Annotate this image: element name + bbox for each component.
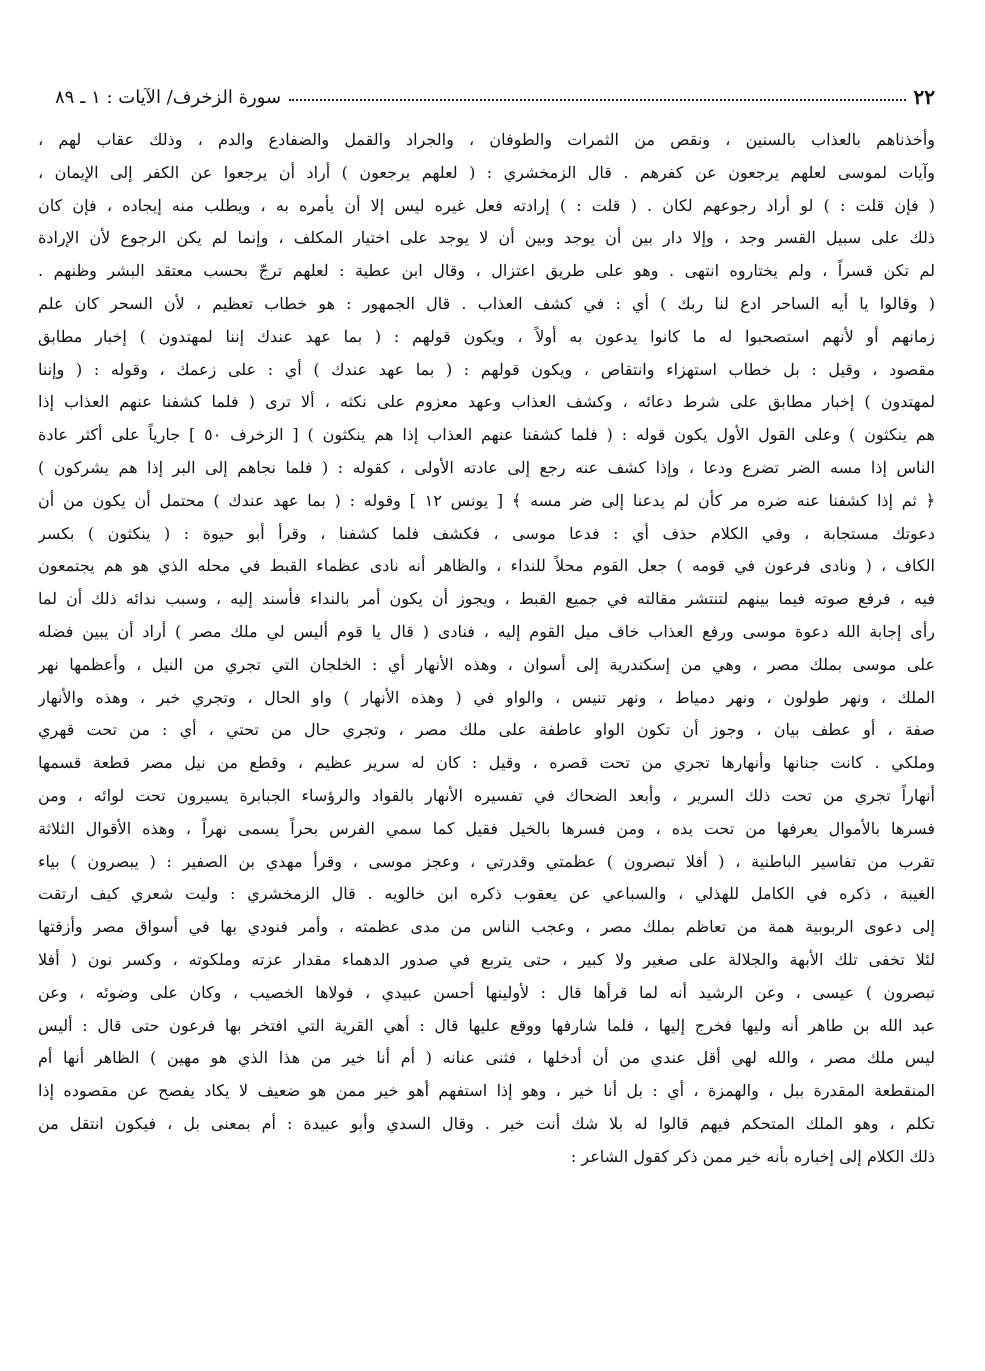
text-line: الناس إذا مسه الضر تضرع ودعا ، وإذا كشف عنه رجع إلى عادته الأولى ، كقوله : ( فلما نجاهم إلى البر إذا هم يشركون ) [38, 457, 935, 477]
body-text [38, 124, 935, 1274]
text-line: زمانهم أو لأنهم استصحبوا له ما كانوا يدعون به أولاً ، ويكون قولهم : ( بما عهد عندك إننا لمهتدون ) إخبار مطابق [38, 326, 935, 346]
text-line: صفة ، أو عطف بيان ، وجوز أن تكون الواو عاطفة على ملك مصر ، وتجري حال من تحتي ، أي : من تحت قهري [38, 720, 935, 740]
text-line: وأخذناهم بالعذاب بالسنين ، ونقص من الثمرات والطوفان ، والجراد والقمل والضفادع والدم ، وذلك عقاب لهم ، [38, 130, 935, 149]
page-number: ٢٢ [913, 85, 935, 109]
text-line: لم تكن قسراً ، ولم يختاروه انتهى . وهو على طريق اعتزال ، وقال ابن عطية : لعلهم ترجّ بحسب معتقد البشر وظنهم . [38, 261, 935, 281]
text-line: رأى إجابة الله دعوة موسى ورفع العذاب خاف ميل القوم إليه ، فنادى ( قال يا قوم أليس لي ملك مصر ) أراد أن يبين فضله [38, 621, 935, 641]
text-line: تقرب من تفاسير الباطنية ، ( أفلا تبصرون ) عظمتي وقدرتي ، وعجز موسى ، وقرأ مهدي بن الصفير : ( يبصرون ) بياء [38, 851, 935, 871]
text-line: ليس ملك مصر ، والله لهي أقل عندي من أن أدخلها ، فثنى عنانه ( أم أنا خير من هذا الذي هو مهين ) الظاهر أنها أم [38, 1048, 935, 1068]
text-line: وآيات لموسى لعلهم يرجعون عن كفرهم . قال الزمخشري : ( لعلهم يرجعون ) أراد أن يرجعوا عن الكفر إلى الإيمان ، [38, 162, 935, 182]
text-line: الكاف ، ( ونادى فرعون في قومه ) جعل القوم محلاً للنداء ، والظاهر أنه نادى عظماء القبط في محله الذي هو هم يجتمعون [38, 556, 935, 576]
text-line: مقصود ، وقيل : بل خطاب استهزاء وانتقاص ، ويكون قولهم : ( بما عهد عندك ) أي : على زعمك ، وقوله : ( وإننا [38, 359, 935, 379]
text-line: على موسى بملك مصر ، وهي من إسكندرية إلى أسوان ، وهذه الأنهار أي : الخلجان التي تجري من النيل ، وأعظمها نهر [38, 654, 935, 674]
text-line: أنهاراً تجري من تحت ذلك السرير ، وأبعد الضحاك في تفسيره الأنهار بالقواد والرؤساء الجبابرة يسيرون تحت لوائه ، ومن [38, 785, 935, 805]
page-header [55, 80, 935, 114]
text-line: الملك ، ونهر طولون ، ونهر دمياط ، ونهر تنيس ، والواو في ( وهذه الأنهار ) واو الحال ، وتجري خبر ، وهذه والأنهار [38, 687, 935, 707]
text-line: ( فإن قلت : ) لو أراد رجوعهم لكان . ( قلت : ) إرادته فعل غيره ليس إلا أن يأمره به ، ويطلب منه إيجاده ، فإن كان [38, 195, 935, 215]
text-line: تبصرون ) عيسى ، وعن الرشيد أنه لما قرأها قال : لأولينها أحسن عبيدي ، فولاها الخصيب ، وكان على وضوئه ، وعن [38, 982, 935, 1002]
text-line: المنقطعة المقدرة ببل ، والهمزة ، أي : بل أنا خير ، وهو إذا استفهم أهو خير ممن هو ضعيف لا يكاد يفصح عن مقصوده إذا [38, 1081, 935, 1101]
text-line: فسرها بالأموال يعرفها من تحت يده ، ومن فسرها بالخيل فقيل كما سمي الفرس بحراً يسمى نهراً ، وهذه الأقوال الثلاثة [38, 818, 935, 838]
text-line: ( وقالوا يا أيه الساحر ادع لنا ربك ) أي : في كشف العذاب . قال الجمهور : هو خطاب تعظيم ، لأن السحر كان علم [38, 293, 935, 313]
text-line: الغيبة ، ذكره في الكامل للهذلي ، والسباعي عن يعقوب ذكره ابن خالويه . قال الزمخشري : وليت شعري كيف ارتقت [38, 884, 935, 904]
text-line: لمهتدون ) إخبار مطابق على شرط دعائه ، وكشف العذاب وعهد معزوم على نكثه ، ألا ترى ( فلما كشفنا عنهم العذاب إذا [38, 392, 935, 412]
dotted-leader [289, 99, 905, 101]
text-line: عبد الله بن طاهر أنه وليها فخرج إليها ، فلما شارفها ووقع عليها قال : أهي القرية التي افتخر بها فرعون حتى قال : أليس [38, 1015, 935, 1035]
text-line: هم ينكثون ) وعلى القول الأول يكون قوله : ( فلما كشفنا عنهم العذاب إذا هم ينكثون ) [ الزخرف ٥٠ ] جارياً على أكثر عادة [38, 425, 935, 445]
text-line: إلى دعوى الربوبية همة من تعاظم بملك مصر ، وعجب الناس من مدى عظمته ، وأمر فنودي بها في أسواق مصر وأزقتها [38, 917, 935, 937]
text-line: ذلك على سبيل القسر وجد ، وإلا دار بين أن يوجد وبين أن لا يوجد على اختيار المكلف ، وإنما لم يكن الرجوع لأن الإرادة [38, 228, 935, 248]
text-line: ﴿ ثم إذا كشفنا عنه ضره مر كأن لم يدعنا إلى ضر مسه ﴾ [ يونس ١٢ ] وقوله : ( بما عهد عندك ) محتمل أن يكون من أن [38, 490, 935, 510]
text-line: تكلم ، وهو الملك المتحكم فيهم قالوا له بلا شك أنت خير . وقال السدي وأبو عبيدة : أم بمعنى بل ، فيكون انتقل من [38, 1113, 935, 1133]
text-line: دعوتك مستجابة ، وفي الكلام حذف أي : فدعا موسى ، فكشف فلما كشفنا ، وقرأ أبو حيوة : ( ينكثون ) بكسر [38, 523, 935, 543]
text-line: وملكي . كانت جنانها وأنهارها تجري من تحت قصره ، وقيل : كان له سرير عظيم ، وقطع من نيل مصر قطعة قسمها [38, 753, 935, 773]
text-line: لئلا تخفى تلك الأبهة والجلالة على صغير ولا كبير ، حتى يتربع في صدور الدهماء مقدار عزته وملكوته ، وكسر نون ( أفلا [38, 949, 935, 969]
running-title: سورة الزخرف/ الآيات : ١ ـ ٨٩ [55, 86, 282, 108]
text-line: فيه ، فرفع صوته فيما بينهم لتنتشر مقالته في جميع القبط ، ويجوز أن يكون أمر بالنداء فأسند إليه ، وسبب ندائه ذلك أن لما [38, 589, 935, 609]
text-line: ذلك الكلام إلى إخباره بأنه خير ممن ذكر كقول الشاعر : [570, 1146, 935, 1166]
